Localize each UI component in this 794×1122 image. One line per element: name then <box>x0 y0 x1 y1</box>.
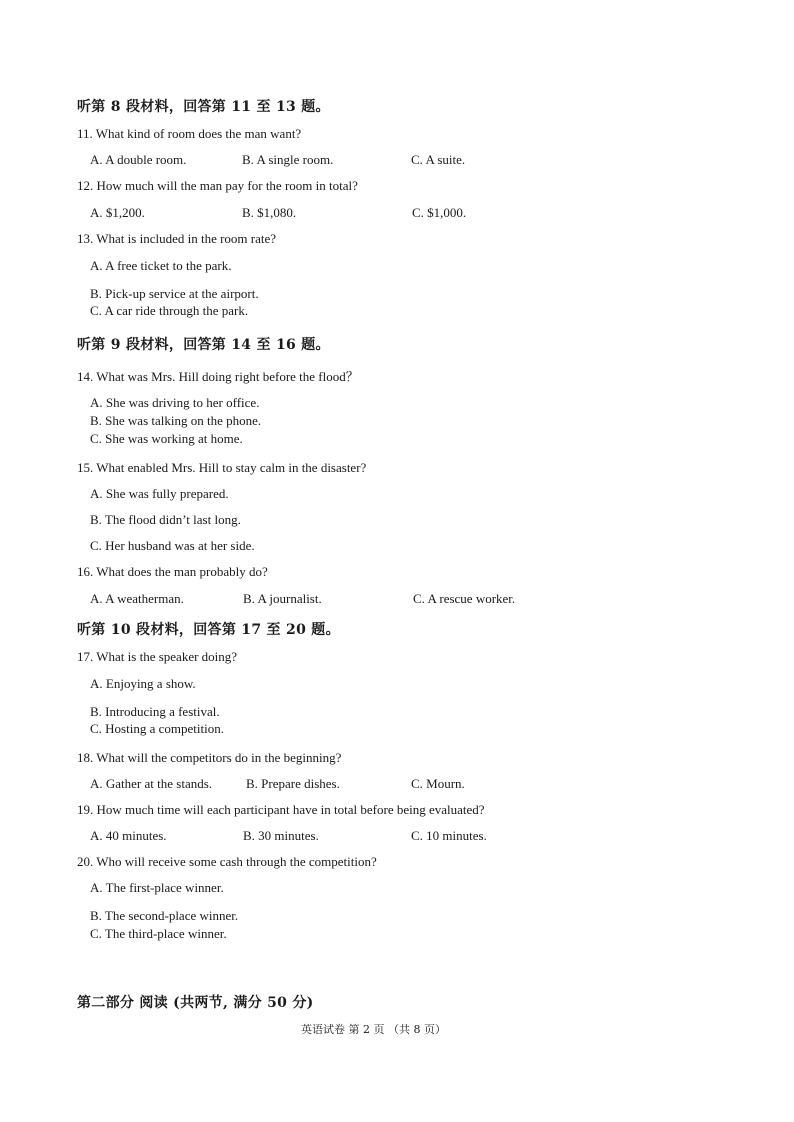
q16-option-a: A. A weatherman. <box>90 591 184 606</box>
question-12: 12. How much will the man pay for the room in total? <box>77 178 358 193</box>
q13-option-b: B. Pick-up service at the airport. <box>90 286 259 301</box>
q18-option-a: A. Gather at the stands. <box>90 776 213 791</box>
question-14: 14. What was Mrs. Hill doing right before the flood？ <box>77 369 359 384</box>
q15-option-b: B. The flood didn’t last long. <box>90 512 241 527</box>
q11-option-a: A. A double room. <box>90 152 187 167</box>
question-13: 13. What is included in the room rate? <box>77 231 277 246</box>
q13-option-a: A. A free ticket to the park. <box>90 258 232 273</box>
q11-option-c: C. A suite. <box>411 152 466 167</box>
q12-option-c: C. $1,000. <box>412 205 467 220</box>
q19-option-b: B. 30 minutes. <box>243 828 319 843</box>
q17-option-b: B. Introducing a festival. <box>90 704 220 719</box>
q14-option-a: A. She was driving to her office. <box>90 395 260 410</box>
question-17: 17. What is the speaker doing? <box>77 649 238 664</box>
question-19: 19. How much time will each participant have in total before being evaluated? <box>77 802 485 817</box>
page-footer: 英语试卷 第 2 页 （共 8 页） <box>301 1023 446 1036</box>
part-two-heading: 第二部分 阅读 (共两节, 满分 50 分) <box>77 995 314 1011</box>
q18-option-c: C. Mourn. <box>411 776 465 791</box>
question-11: 11. What kind of room does the man want? <box>77 126 302 141</box>
question-15: 15. What enabled Mrs. Hill to stay calm in the disaster? <box>77 460 367 475</box>
q14-option-c: C. She was working at home. <box>90 431 243 446</box>
q15-option-a: A. She was fully prepared. <box>90 486 229 501</box>
section-heading-9: 听第 9 段材料，回答第 14 至 16 题。 <box>77 337 330 353</box>
section-heading-10: 听第 10 段材料，回答第 17 至 20 题。 <box>77 622 340 638</box>
q17-option-c: C. Hosting a competition. <box>90 721 224 736</box>
q16-option-c: C. A rescue worker. <box>413 591 516 606</box>
q20-option-c: C. The third-place winner. <box>90 926 227 941</box>
section-heading-8: 听第 8 段材料，回答第 11 至 13 题。 <box>77 99 330 115</box>
q17-option-a: A. Enjoying a show. <box>90 676 196 691</box>
q15-option-c: C. Her husband was at her side. <box>90 538 255 553</box>
question-16: 16. What does the man probably do? <box>77 564 268 579</box>
q12-option-a: A. $1,200. <box>90 205 145 220</box>
q18-option-b: B. Prepare dishes. <box>246 776 340 791</box>
q14-option-b: B. She was talking on the phone. <box>90 413 262 428</box>
question-20: 20. Who will receive some cash through the competition? <box>77 854 377 869</box>
q20-option-a: A. The first-place winner. <box>90 880 224 895</box>
q16-option-b: B. A journalist. <box>243 591 322 606</box>
q13-option-c: C. A car ride through the park. <box>90 303 249 318</box>
q19-option-c: C. 10 minutes. <box>411 828 487 843</box>
q19-option-a: A. 40 minutes. <box>90 828 167 843</box>
q20-option-b: B. The second-place winner. <box>90 908 239 923</box>
q12-option-b: B. $1,080. <box>242 205 297 220</box>
q11-option-b: B. A single room. <box>242 152 334 167</box>
question-18: 18. What will the competitors do in the beginning? <box>77 750 342 765</box>
